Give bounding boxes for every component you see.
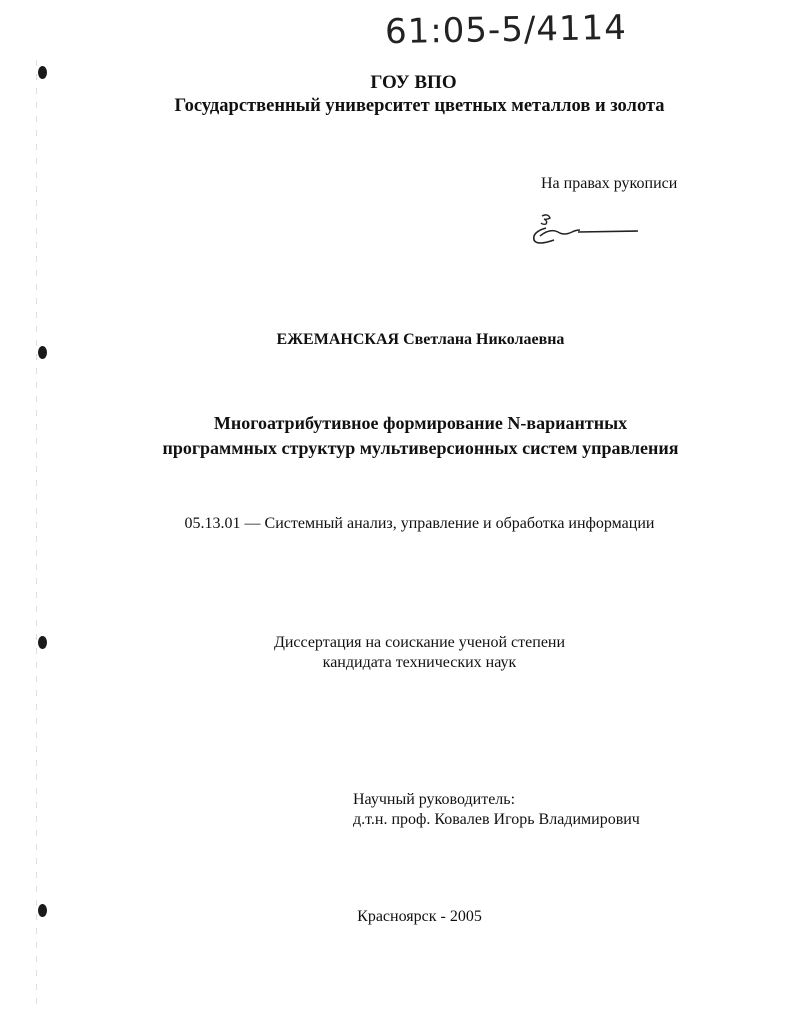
supervisor-name: д.т.н. проф. Ковалев Игорь Владимирович	[353, 811, 640, 828]
city-year: Красноярск - 2005	[357, 908, 482, 925]
degree-line-2: кандидата технических наук	[322, 654, 517, 671]
title-line-1: Многоатрибутивное формирование N-вариантных	[213, 413, 628, 433]
supervisor-block	[353, 790, 640, 830]
supervisor-label: Научный руководитель:	[353, 791, 516, 808]
organization-full-name: Государственный университет цветных металлов и золота	[174, 96, 665, 116]
scan-binding-edge	[36, 60, 37, 1010]
degree-statement	[24, 633, 791, 673]
organization-short-name: ГОУ ВПО	[370, 72, 457, 93]
author-name	[25, 331, 791, 349]
specialty-code: 05.13.01 — Системный анализ, управление и обработка информации	[184, 515, 655, 532]
author-given-names: Светлана Николаевна	[403, 331, 565, 348]
signature-icon	[528, 210, 643, 255]
title-line-2: программных структур мультиверсионных систем управления	[162, 438, 679, 458]
author-surname: ЕЖЕМАНСКАЯ	[276, 331, 400, 348]
degree-line-1: Диссертация на соискание ученой степени	[273, 634, 566, 651]
dissertation-title	[25, 411, 791, 461]
rights-note: На правах рукописи	[541, 175, 678, 192]
handwritten-library-code: 61:05-5/4114	[384, 7, 628, 53]
